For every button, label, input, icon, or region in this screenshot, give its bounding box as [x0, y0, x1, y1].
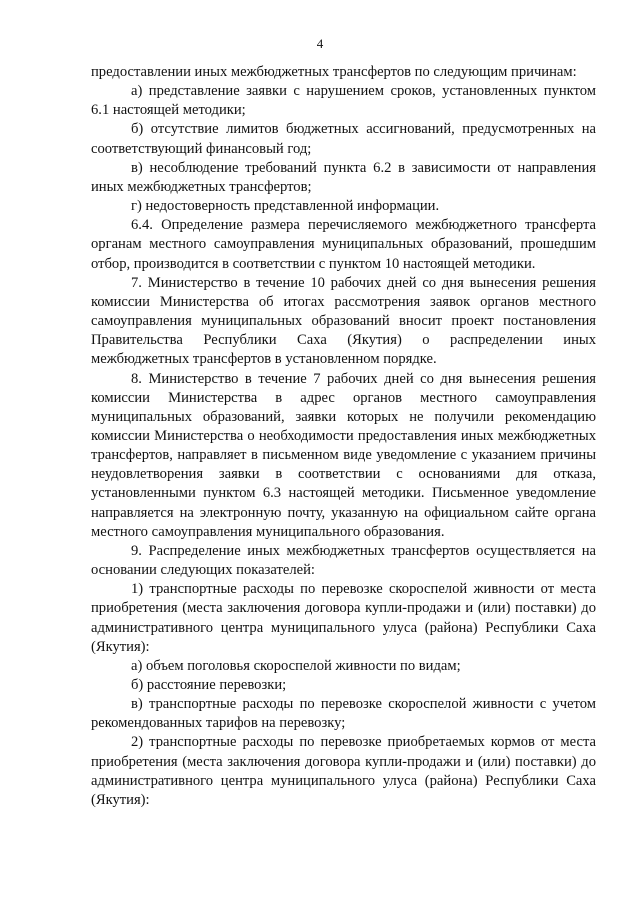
subclause-2: 2) транспортные расходы по перевозке приобретаемых кормов от места приобретения (места заключения договора купли-продажи и (или) поставки) до административного центра муниципального улуса (района) Республики Саха (Якутия): [91, 734, 596, 808]
clause-7: 7. Министерство в течение 10 рабочих дней со дня вынесения решения комиссии Министерства об итогах рассмотрения заявок органов местного самоуправления муниципальных образований вносит проект постановления Правительства Республики Саха (Якутия) о распределении иных межбюджетных трансфертов в установленном порядке. [91, 274, 596, 368]
list-item-a: а) представление заявки с нарушением сроков, установленных пунктом 6.1 настоящей методики; [91, 83, 596, 119]
document-body [91, 63, 596, 810]
list-item-b: б) отсутствие лимитов бюджетных ассигнований, предусмотренных на соответствующий финансовый год; [91, 121, 596, 157]
clause-8: 8. Министерство в течение 7 рабочих дней со дня вынесения решения комиссии Министерства в адрес органов местного самоуправления муниципальных образований, заявки которых не получили рекомендацию комиссии Министерства о необходимости предоставления иных межбюджетных трансфертов, направляет в письменном виде уведомление с указанием причины неудовлетворения заявки в соответствии с основаниями для отказа, установленными пунктом 6.3 настоящей методики. Письменное уведомление направляется на электронную почту, указанную на официальном сайте органа местного самоуправления муниципального образования. [91, 370, 596, 540]
subclause-1: 1) транспортные расходы по перевозке скороспелой живности от места приобретения (места заключения договора купли-продажи и (или) поставки) до административного центра муниципального улуса (района) Республики Саха (Якутия): [91, 581, 596, 655]
subclause-1-a: а) объем поголовья скороспелой живности по видам; [131, 657, 461, 674]
subclause-1-v: в) транспортные расходы по перевозке скороспелой живности с учетом рекомендованных тарифов на перевозку; [91, 696, 596, 732]
page-number: 4 [316, 36, 324, 51]
list-item-g: г) недостоверность представленной информации. [131, 198, 440, 215]
paragraph-continuation: предоставлении иных межбюджетных трансфертов по следующим причинам: [91, 64, 577, 80]
subclause-1-b: б) расстояние перевозки; [131, 677, 287, 693]
clause-9: 9. Распределение иных межбюджетных трансфертов осуществляется на основании следующих показателей: [91, 542, 596, 579]
clause-6-4: 6.4. Определение размера перечисляемого межбюджетного трансферта органам местного самоуправления муниципальных образований, прошедшим отбор, производится в соответствии с пунктом 10 настоящей методики. [91, 217, 596, 272]
list-item-v: в) несоблюдение требований пункта 6.2 в зависимости от направления иных межбюджетных трансфертов; [91, 159, 596, 195]
